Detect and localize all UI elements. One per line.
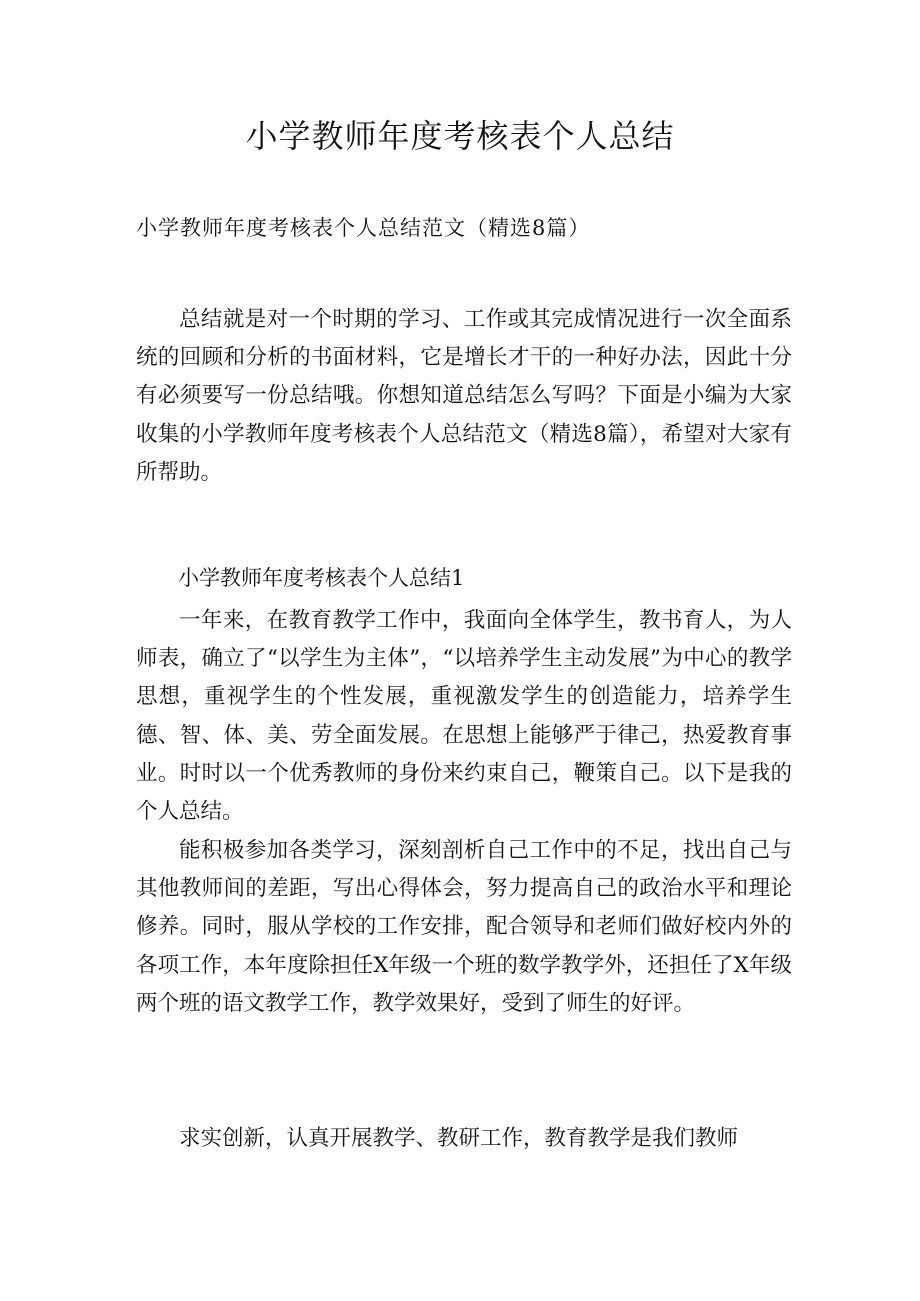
document-title: 小学教师年度考核表个人总结 xyxy=(245,117,675,155)
body-paragraph-3: 求实创新，认真开展教学、教研工作，教育教学是我们教师 xyxy=(179,1126,739,1151)
document-subtitle: 小学教师年度考核表个人总结范文（精选8篇） xyxy=(136,216,591,240)
body-paragraph-2: 能积极参加各类学习，深刻剖析自己工作中的不足，找出自己与其他教师间的差距，写出心得体会，努力提高自己的政治水平和理论修养。同时，服从学校的工作安排，配合领导和老师们做好校内外的各项工作，本年度除担任X年级一个班的数学教学外，还担任了X年级两个班的语文教学工作，教学效果好，受到了师生的好评。 xyxy=(136,838,792,1016)
section-heading: 小学教师年度考核表个人总结1 xyxy=(178,566,465,590)
intro-paragraph: 总结就是对一个时期的学习、工作或其完成情况进行一次全面系统的回顾和分析的书面材料，它是增长才干的一种好办法，因此十分有必须要写一份总结哦。你想知道总结怎么写吗？下面是小编为大家收集的小学教师年度考核表个人总结范文（精选8篇），希望对大家有所帮助。 xyxy=(136,307,792,485)
body-paragraph-1: 一年来，在教育教学工作中，我面向全体学生，教书育人，为人师表，确立了“以学生为主体”，“以培养学生主动发展”为中心的教学思想，重视学生的个性发展，重视激发学生的创造能力，培养学生德、智、体、美、劳全面发展。在思想上能够严于律己，热爱教育事业。时时以一个优秀教师的身份来约束自己，鞭策自己。以下是我的个人总结。 xyxy=(136,608,792,825)
